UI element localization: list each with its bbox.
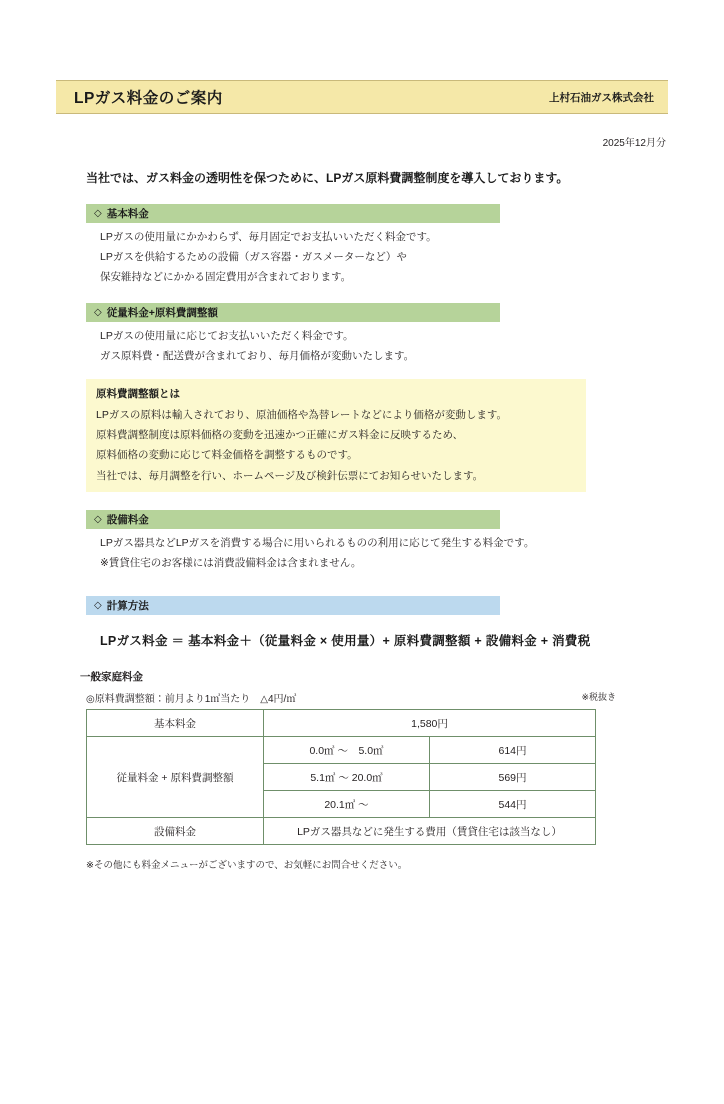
row-price: 614円 [430,737,596,764]
callout-line: 当社では、毎月調整を行い、ホームページ及び検針伝票にてお知らせいたします。 [96,469,484,482]
callout-title: 原料費調整額とは [96,387,180,400]
body-line: ※賃貸住宅のお客様には消費設備料金は含まれません。 [100,556,362,569]
row-value: 1,580円 [264,710,596,737]
callout-line: LPガスの原料は輸入されており、原油価格や為替レートなどにより価格が変動します。 [96,409,508,422]
section-heading-calculation-method [86,596,500,615]
section-heading-label: 計算方法 [106,600,149,613]
row-price: 569円 [430,764,596,791]
tax-note: ※税抜き [581,692,616,703]
callout-line: 原料価格の変動に応じて料金価格を調整するものです。 [96,449,358,462]
row-label: 基本料金 [87,710,264,737]
diamond-icon: ◇ [94,306,102,318]
section-heading-label: 基本料金 [106,208,149,220]
section-heading-label: 設備料金 [106,513,149,526]
page-title: LPガス料金のご案内 [74,90,223,107]
body-line: LPガスを供給するための設備（ガス容器・ガスメーターなど）や [100,251,407,264]
row-label: 従量料金 + 原料費調整額 [87,737,264,818]
section-equipment-charge [56,510,668,570]
body-line: LPガスの使用量にかかわらず、毎月固定でお支払いいただく料金です。 [100,231,437,243]
document-page [0,80,724,1104]
rate-table [86,709,596,845]
section-heading-equipment-charge [86,510,500,529]
row-value: LPガス器具などに発生する費用（賃貸住宅は該当なし） [264,818,596,845]
table-heading: 一般家庭料金 [80,671,143,684]
section-body-usage-charge [86,329,668,363]
diamond-icon: ◇ [94,600,102,612]
body-line: LPガスの使用量に応じてお支払いいただく料金です。 [100,329,354,342]
adjustment-note: ◎原料費調整額：前月より1㎥当たり △4円/㎥ [86,694,297,706]
section-heading-basic-charge [86,204,500,223]
section-body-equipment-charge [86,536,668,570]
callout-adjustment-explainer [86,379,586,492]
lead-statement: 当社では、ガス料金の透明性を保つために、LPガス原料費調整制度を導入しております。 [86,171,569,185]
body-line: LPガス器具などLPガスを消費する場合に用いられるものの利用に応じて発生する料金です。 [100,536,535,549]
company-name: 上村石油ガス株式会社 [549,91,654,104]
footnote: ※その他にも料金メニューがございますので、お気軽にお問合せください。 [86,860,408,872]
row-price: 544円 [430,791,596,818]
body-line: ガス原料費・配送費が含まれており、毎月価格が変動いたします。 [100,349,415,362]
table-subnote-row [56,690,616,705]
formula-text: LPガス料金 ＝ 基本料金＋（従量料金 × 使用量）+ 原料費調整額 + 設備料金 + 消費税 [100,634,591,649]
section-usage-charge [56,303,668,363]
section-heading-label: 従量料金+原料費調整額 [106,306,218,319]
issue-date: 2025年12月分 [602,138,666,149]
row-range: 0.0㎥ ～ 5.0㎥ [264,737,430,764]
table-row [87,737,596,764]
callout-line: 原料費調整制度は原料価格の変動を迅速かつ正確にガス料金に反映するため、 [96,429,464,442]
row-range: 5.1㎥ ～ 20.0㎥ [264,764,430,791]
section-heading-usage-charge [86,303,500,322]
body-line: 保安維持などにかかる固定費用が含まれております。 [100,271,352,284]
table-row [87,818,596,845]
table-row [87,710,596,737]
row-range: 20.1㎥ ～ [264,791,430,818]
section-calculation-method [56,596,668,615]
section-basic-charge [56,204,668,285]
section-body-basic-charge [86,230,668,285]
document-header [56,80,668,114]
diamond-icon: ◇ [94,513,102,525]
row-label: 設備料金 [87,818,264,845]
diamond-icon: ◇ [94,208,102,219]
